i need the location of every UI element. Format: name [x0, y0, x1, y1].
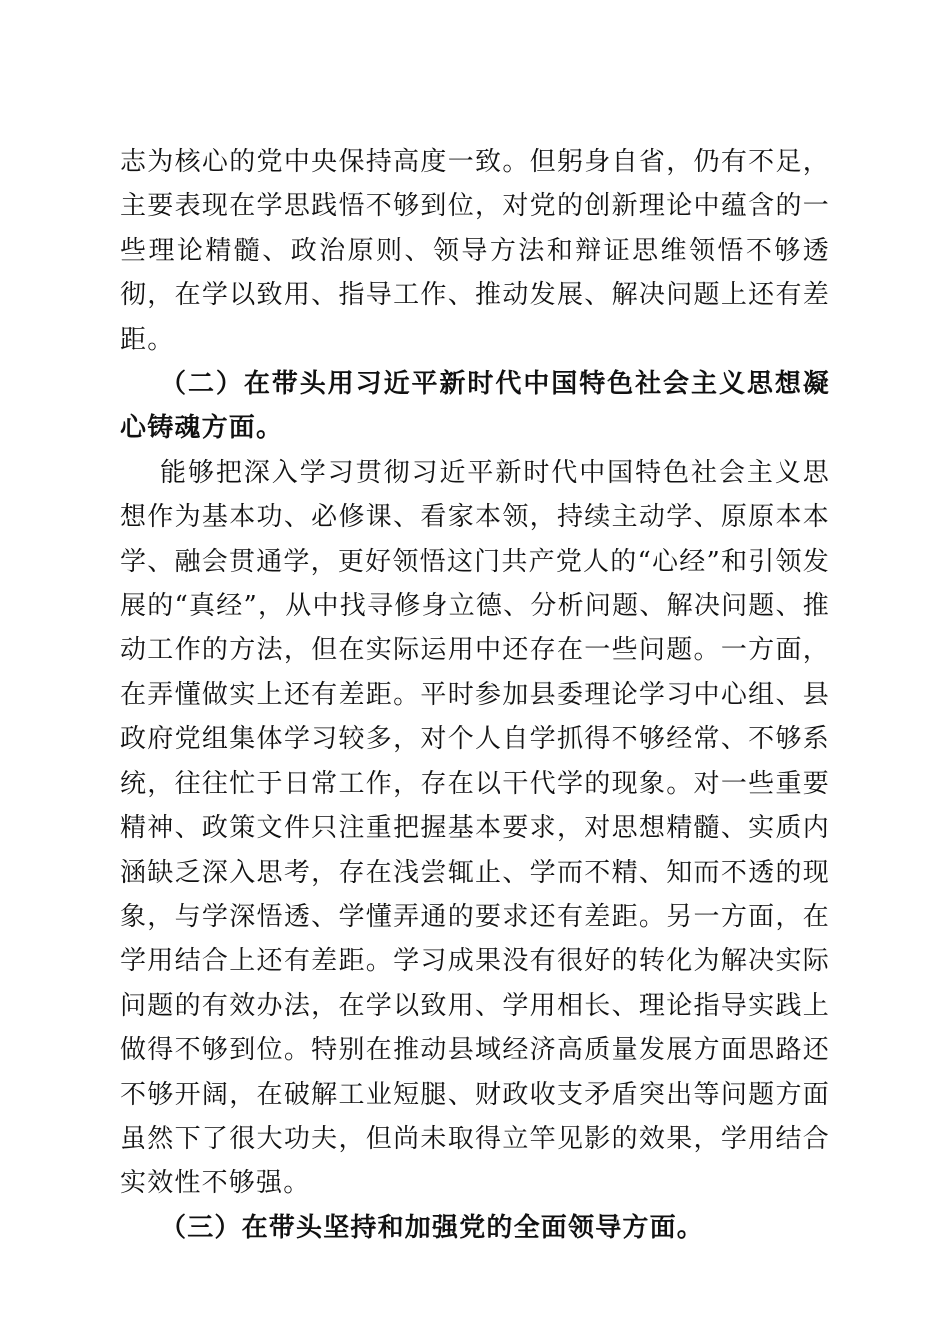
document-body — [120, 140, 830, 1250]
paragraph-body: 能够把深入学习贯彻习近平新时代中国特色社会主义思想作为基本功、必修课、看家本领，持续主动学、原原本本学、融会贯通学，更好领悟这门共产党人的“心经”和引领发展的“真经”，从中找寻修身立德、分析问题、解决问题、推动工作的方法，但在实际运用中还存在一些问题。一方面，在弄懂做实上还有差距。平时参加县委理论学习中心组、县政府党组集体学习较多，对个人自学抓得不够经常、不够系统，往往忙于日常工作，存在以干代学的现象。对一些重要精神、政策文件只注重把握基本要求，对思想精髓、实质内涵缺乏深入思考，存在浅尝辄止、学而不精、知而不透的现象，与学深悟透、学懂弄通的要求还有差距。另一方面，在学用结合上还有差距。学习成果没有很好的转化为解决实际问题的有效办法，在学以致用、学用相长、理论指导实践上做得不够到位。特别在推动县域经济高质量发展方面思路还不够开阔，在破解工业短腿、财政收支矛盾突出等问题方面虽然下了很大功夫，但尚未取得立竿见影的效果，学用结合实效性不够强。 — [120, 457, 830, 1199]
section-heading-2: （二）在带头用习近平新时代中国特色社会主义思想凝心铸魂方面。 — [120, 369, 830, 444]
section-heading-3: （三）在带头坚持和加强党的全面领导方面。 — [160, 1212, 705, 1243]
paragraph-continuation: 志为核心的党中央保持高度一致。但躬身自省，仍有不足，主要表现在学思践悟不够到位，对党的创新理论中蕴含的一些理论精髓、政治原则、领导方法和辩证思维领悟不够透彻，在学以致用、指导工作、推动发展、解决问题上还有差距。 — [120, 147, 830, 355]
